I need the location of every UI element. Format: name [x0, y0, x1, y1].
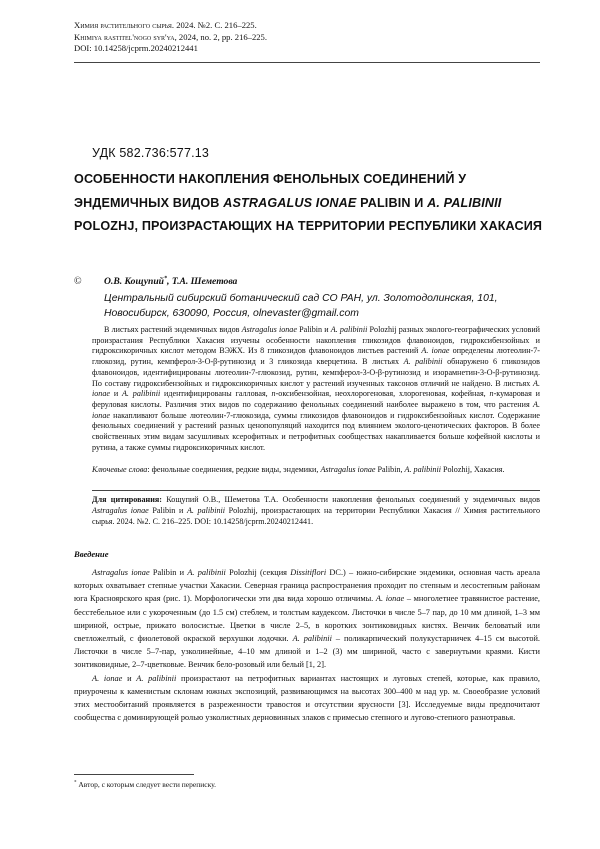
abstract-species: A. ionae [92, 378, 540, 399]
abstract-text: -оксибензойная, неохлорогеновая, хлорогеновая, кофейная, [275, 389, 490, 399]
intro-paragraph-2 [74, 672, 540, 725]
citation-text: Palibin и [148, 506, 187, 515]
intro-text: DC.) – южно-сибирские эндемики, основная часть ареала которых охватывает степные участки Хакасии. Северная граница распространения проходит по степным и лесостепным районам юга Красноярского края (рис. 1). Морфологически эти два вида хорошо отличимы. [74, 568, 541, 604]
abstract-text: и [109, 389, 122, 399]
footnote-text: Автор, с которым следует вести переписку. [76, 780, 216, 789]
footnote-mark: * [74, 780, 77, 786]
title-text-3: POLOZHJ, ПРОИЗРАСТАЮЩИХ НА ТЕРРИТОРИИ РЕСПУБЛИКИ ХАКАСИЯ [74, 219, 543, 233]
keywords-text: Polozhij, Хакасия. [440, 465, 505, 474]
intro-text: и [122, 673, 137, 683]
authors [104, 276, 237, 287]
abstract-species: A. ionae [421, 346, 450, 356]
keywords-species: Astragalus ionae [320, 465, 376, 474]
title-species-1: ASTRAGALUS IONAE [223, 195, 357, 210]
abstract-text: обнаружено 6 гликозидов флавоноидов, идентифицированы лютеолин-7-глюкозид, рутин, кемпферол-3-О-β-рутинозид и изорамнетин-3-О-β-рутинозид. По составу гидроксибензойных и гидроксикоричных кислот у растений изученных таксонов отличий не найдено. В листьях [92, 357, 541, 388]
abstract-text: Palibin и [296, 325, 331, 334]
keywords-text: : фенольные соединения, редкие виды, эндемики, [147, 465, 321, 474]
section-heading-intro: Введение [74, 549, 109, 559]
affiliation: Центральный сибирский ботанический сад СО РАН, ул. Золотодолинская, 101, Новосибирск, 630090, Россия, olnevaster@gmail.com [104, 293, 498, 319]
journal-name-en: Khimiya rastitel'nogo syr'ya [74, 31, 175, 42]
article-title [74, 168, 544, 239]
citation-block [92, 490, 540, 527]
journal-header [74, 20, 544, 55]
abstract-species: A. palibinii [121, 389, 161, 399]
udk-code: УДК 582.736:577.13 [92, 146, 210, 160]
intro-species: Astragalus ionae [92, 568, 150, 577]
footnote-rule [74, 774, 194, 775]
author-2: , Т.А. Шеметова [167, 276, 238, 288]
intro-text: произрастают на петрофитных вариантах настоящих и луговых степей, которые, как правило, приурочены к каменистым склонам южных экспозиций, развивающимся на высотах 300–400 м над ур. м. Своеобразие условий этих местообитаний проявляется в разреженности травостоя и отсутствии ярусности [3]. Исследуемые виды предпочитают сообщества с доминирующей ролью узколистных дерновинных злаков с примесью степного и лугово-степного разнотравья. [74, 673, 540, 723]
citation-text: Polozhij, произрастающих на территории Республики Хакасия // Химия растительного сырья. 2024. №2. С. 216–225. DOI: 10.14258/jcprm.20240212441. [92, 506, 540, 526]
citation-text: Кощупий О.В., Шеметова Т.А. Особенности накопления фенольных соединений у эндемичных видов [161, 495, 540, 504]
intro-species: A. ionae [92, 673, 123, 683]
title-text-1: ОСОБЕННОСТИ НАКОПЛЕНИЯ ФЕНОЛЬНЫХ СОЕДИНЕНИЙ У ЭНДЕМИЧНЫХ ВИДОВ [74, 172, 467, 210]
footnote [74, 780, 216, 789]
intro-species: A. palibinii [136, 673, 177, 683]
intro-species: A. palibinii [292, 634, 332, 644]
abstract-text: Polozhij разных эколого-географических условий произрастания Республики Хакасия изучены особенности накопления гликозидов флавоноидов, гидроксибензойных и гидроксикоричных кислот методом ВЭЖХ. Из 8 гликозидов флавоноидов листьев растений [92, 325, 540, 356]
intro-species: A. ionae [375, 594, 405, 604]
abstract [92, 325, 540, 453]
abstract-letter: n [489, 389, 494, 399]
keywords-text: Palibin, [375, 465, 405, 474]
abstract-species: Astragalus ionae [241, 325, 297, 334]
citation-label: Для цитирования: [92, 495, 162, 504]
title-species-2: A. PALIBINII [427, 195, 502, 210]
title-text-2: PALIBIN И [356, 195, 428, 210]
abstract-text: -кумаровая и феруловая кислоты. Различия этих видов по содержанию фенольных соединений наиболее выражено в том, что растения [92, 389, 540, 409]
intro-text: Polozhij (секция [225, 568, 291, 577]
journal-issue-ru: . 2024. №2. С. 216–225. [171, 20, 257, 30]
intro-section-name: Dissitiflori [290, 568, 327, 577]
abstract-text: идентифицированы галловая, [160, 389, 272, 399]
intro-text: – многолетнее травянистое растение, бесстебельное или с укороченным (до 1.5 см) стеблем, и толстым каудексом. Листочки в числе 5–7 пар, до 10 мм длиной, 1–3 мм шириной, острые, прижато волосистые. Цветки в числе 2–5, в коротких зонтиковидных кистях. Венчик беловатый или светложелтый, с фиолетовой окраской верхушки лодочки. [74, 594, 541, 644]
journal-line-ru [74, 20, 544, 32]
abstract-species: A. palibinii [330, 325, 368, 334]
keywords-species: A. palibinii [404, 465, 441, 474]
keywords [92, 465, 540, 476]
abstract-species: A. palibinii [403, 357, 443, 367]
citation-species: Astragalus ionae [92, 506, 149, 515]
doi-line[interactable]: DOI: 10.14258/jcprm.20240212441 [74, 43, 198, 53]
keywords-label: Ключевые слова [92, 465, 148, 474]
author-1: О.В. Кощупий [104, 276, 165, 288]
abstract-text: В листьях растений эндемичных видов [104, 325, 242, 334]
journal-name-ru: Химия растительного сырья [74, 20, 172, 30]
intro-text: Palibin и [149, 568, 188, 577]
intro-paragraph-1 [74, 566, 540, 672]
abstract-species: A. ionae [92, 399, 540, 420]
abstract-letter: n [271, 389, 276, 399]
copyright-mark: © [74, 276, 82, 287]
intro-species: A. palibinii [187, 568, 226, 577]
abstract-text: определены лютеолин-7-глюкозид, рутин, кемпферол-3-О-β-рутинозид и 3 гликозида кверцетина. В листьях [92, 346, 540, 367]
intro-body [74, 566, 540, 724]
intro-text: – поликарпический полукустарничек 4–15 см высотой. Листочки в числе 5–7-пар, узколинейные, 4–10 мм длиной и 1–2 (3) мм шириной, часто с завернутыми краями. Кисти зонтиковидные, 2–7-цветковые. Венчик бело-розовый или белый [1, 2]. [74, 634, 541, 670]
citation-species: A. palibinii [186, 506, 225, 515]
header-rule [74, 62, 540, 63]
journal-issue-en: , 2024, no. 2, pp. 216–225. [174, 31, 267, 42]
corresponding-mark: * [164, 276, 168, 282]
abstract-text: накапливают больше лютеолин-7-глюкозида, суммы гликозидов флавоноидов и гидроксибензойных кислот. Содержание фенольных соединений у растений разных ценопопуляций находится под влиянием эколого-ценотических факторов. В более свойственных этим видам засушливых ксерофитных и петрофитных сообществах накапливается больше кофейной кислоты и рутина, а также суммы гидроксикоричных кислот. [92, 410, 540, 452]
journal-line-en [74, 32, 544, 44]
